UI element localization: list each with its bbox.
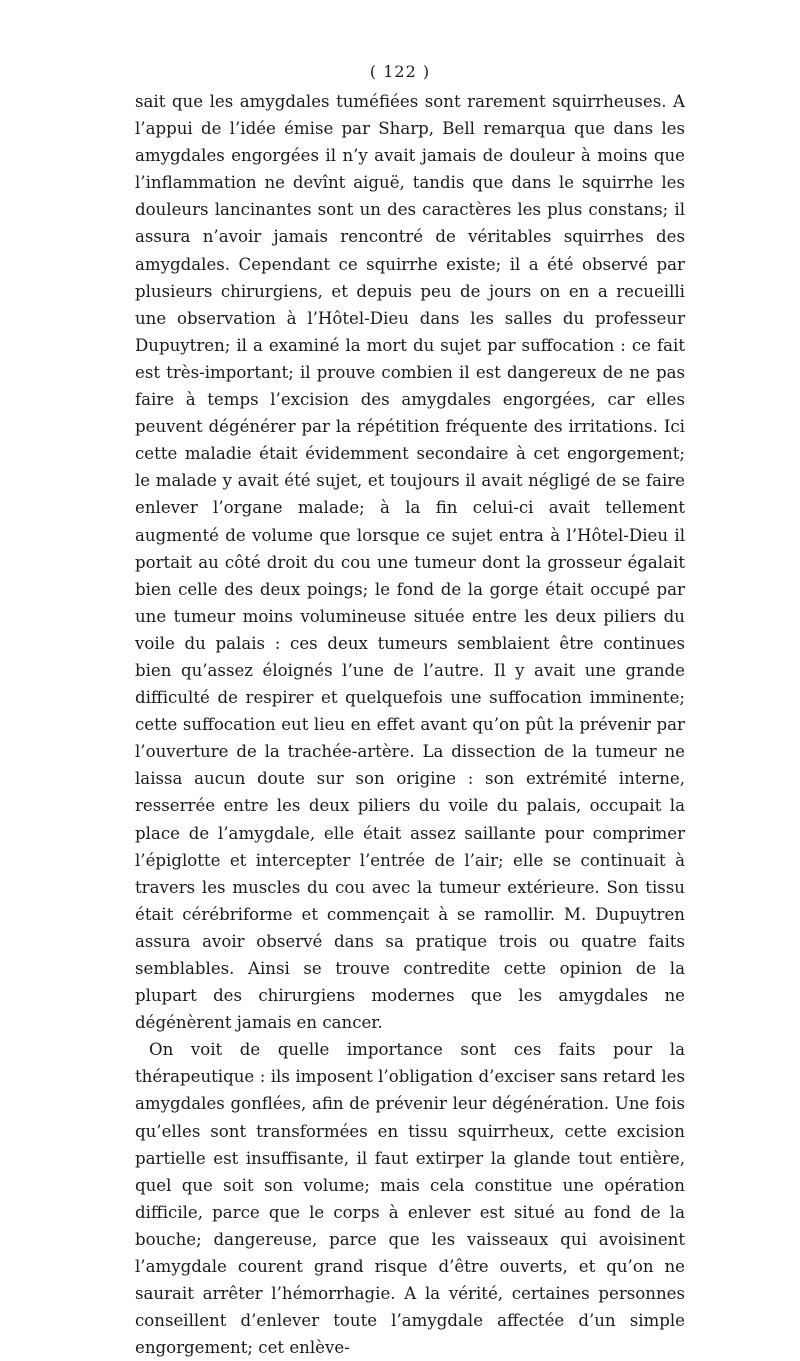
- paragraph-2: On voit de quelle importance sont ces faits pour la thérapeutique : ils imposent l’obligation d’exciser sans retard les amygdales gonflées, afin de prévenir leur dégénération. Une fois qu’elles sont transformées en tissu squirrheux, cette excision partielle est insuffisante, il faut extirper la glande tout entière, quel que soit son volume; mais cela constitue une opération difficile, parce que le corps à enlever est situé au fond de la bouche; dangereuse, parce que les vaisseaux qui avoisinent l’amygdale courent grand risque d’être ouverts, et qu’on ne saurait arrêter l’hémorrhagie. A la vérité, certaines personnes conseillent d’enlever toute l’amygdale affectée d’un simple engorgement; cet enlève-: [135, 1040, 685, 1358]
- page-body: [135, 88, 685, 1361]
- page-number: ( 122 ): [369, 62, 431, 81]
- paragraph-1: sait que les amygdales tuméfiées sont rarement squirrheuses. A l’appui de l’idée émise par Sharp, Bell remarqua que dans les amygdales engorgées il n’y avait jamais de douleur à moins que l’inflammation ne devînt aiguë, tandis que dans le squirrhe les douleurs lancinantes sont un des caractères les plus constans; il assura n’avoir jamais rencontré de véritables squirrhes des amygdales. Cependant ce squirrhe existe; il a été observé par plusieurs chirurgiens, et depuis peu de jours on en a recueilli une observation à l’Hôtel-Dieu dans les salles du professeur Dupuytren; il a examiné la mort du sujet par suffocation : ce fait est très-important; il prouve combien il est dangereux de ne pas faire à temps l’excision des amygdales engorgées, car elles peuvent dégénérer par la répétition fréquente des irritations. Ici cette maladie était évidemment secondaire à cet engorgement; le malade y avait été sujet, et toujours il avait négligé de se faire enlever l’organe malade; à la fin celui-ci avait tellement augmenté de volume que lorsque ce sujet entra à l’Hôtel-Dieu il portait au côté droit du cou une tumeur dont la grosseur égalait bien celle des deux poings; le fond de la gorge était occupé par une tumeur moins volumineuse située entre les deux piliers du voile du palais : ces deux tumeurs semblaient être continues bien qu’assez éloignés l’une de l’autre. Il y avait une grande difficulté de respirer et quelquefois une suffocation imminente; cette suffocation eut lieu en effet avant qu’on pût la prévenir par l’ouverture de la trachée-artère. La dissection de la tumeur ne laissa aucun doute sur son origine : son extrémité interne, resserrée entre les deux piliers du voile du palais, occupait la place de l’amygdale, elle était assez saillante pour comprimer l’épiglotte et intercepter l’entrée de l’air; elle se continuait à travers les muscles du cou avec la tumeur extérieure. Son tissu était cérébriforme et commençait à se ramollir. M. Dupuytren assura avoir observé dans sa pratique trois ou quatre faits semblables. Ainsi se trouve contredite cette opinion de la plupart des chirurgiens modernes que les amygdales ne dégénèrent jamais en cancer.: [135, 92, 685, 1033]
